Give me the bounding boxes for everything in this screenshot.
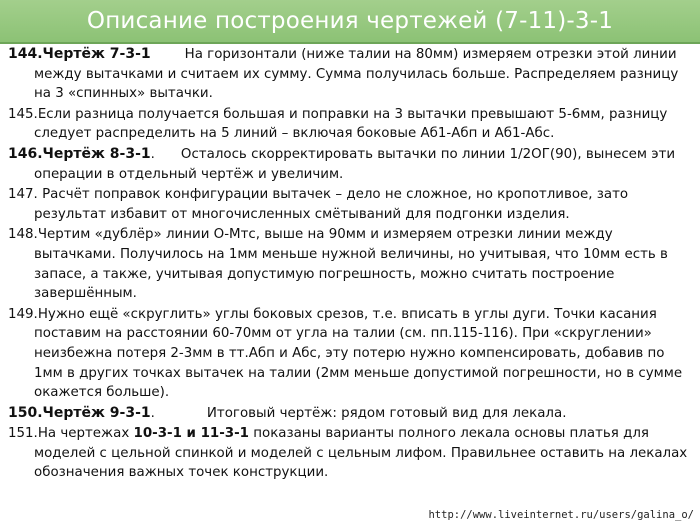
list-item-150 bbox=[8, 404, 692, 424]
item-heading-suffix: . bbox=[150, 146, 155, 162]
item-number: 149. bbox=[8, 306, 38, 322]
item-heading: Чертёж 8-3-1 bbox=[42, 145, 151, 162]
list-item-144 bbox=[8, 45, 692, 104]
list-item-147 bbox=[8, 185, 692, 224]
slide-content bbox=[8, 45, 692, 483]
item-text-after: показаны варианты полного лекала основы платья для моделей с цельной спинкой и моделей с цельным лифом. Правильнее оставить на лекалах обозначения важных точек конструкции. bbox=[34, 426, 688, 481]
item-number: 146. bbox=[8, 145, 43, 162]
list-item-151 bbox=[8, 424, 692, 483]
item-number: 144. bbox=[8, 46, 43, 62]
list-item-146 bbox=[8, 145, 692, 184]
item-heading-suffix: . bbox=[150, 405, 155, 421]
list-item-149 bbox=[8, 305, 692, 403]
item-text: На горизонтали (ниже талии на 80мм) измеряем отрезки этой линии между вытачками и считаем их сумму. Сумма получилась больше. Распределяем разницу на 3 «спинных» вытачки. bbox=[34, 47, 679, 102]
item-number: 145. bbox=[8, 106, 38, 122]
item-text: Осталось скорректировать вытачки по линии 1/2ОГ(90), вынесем эти операции в отдельный чертёж и увеличим. bbox=[34, 146, 676, 182]
item-text: Нужно ещё «скруглить» углы боковых срезов, т.е. вписать в углы дуги. Точки касания поставим на расстоянии 60-70мм от угла на талии (см. пп.115-116). При «скруглении» неизбежна потеря 2-3мм в тт.Абп и Абс, эту потерю нужно компенсировать, добавив по 1мм в других точках вытачек на талии (2мм меньше допустимой погрешности, но в сумме окажется больше). bbox=[34, 306, 683, 401]
item-number: 148. bbox=[8, 227, 38, 243]
item-text: Итоговый чертёж: рядом готовый вид для лекала. bbox=[206, 405, 567, 421]
item-heading: Чертёж 9-3-1 bbox=[42, 404, 151, 421]
list-item-148 bbox=[8, 225, 692, 303]
item-text: Если разница получается большая и поправки на 3 вытачки превышают 5-6мм, разницу следует распределить на 5 линий – включая боковые Аб1-Абп и Аб1-Абс. bbox=[34, 106, 668, 142]
item-bold-part: 10-3-1 и 11-3-1 bbox=[133, 426, 249, 442]
item-text: Чертим «дублёр» линии О-Мтс, выше на 90мм и измеряем отрезки линии между вытачками. Получилось на 1мм меньше нужной величины, но учитывая, что 10мм есть в запасе, а также, учитывая допустимую погрешность, можно считать построение завершённым. bbox=[34, 227, 668, 302]
item-number: 151. bbox=[8, 426, 38, 442]
item-heading: Чертёж 7-3-1 bbox=[42, 46, 151, 62]
slide-title: Описание построения чертежей (7-11)-3-1 bbox=[86, 8, 614, 34]
list-item-145 bbox=[8, 105, 692, 144]
item-number: 147. bbox=[8, 187, 38, 203]
item-number: 150. bbox=[8, 404, 43, 421]
source-url-watermark: http://www.liveinternet.ru/users/galina_o/ bbox=[428, 509, 694, 521]
item-text: Расчёт поправок конфигурации вытачек – дело не сложное, но кропотливое, зато результат избавит от многочисленных смётываний для подгонки изделия. bbox=[34, 187, 629, 222]
item-text-before: На чертежах bbox=[37, 426, 134, 442]
